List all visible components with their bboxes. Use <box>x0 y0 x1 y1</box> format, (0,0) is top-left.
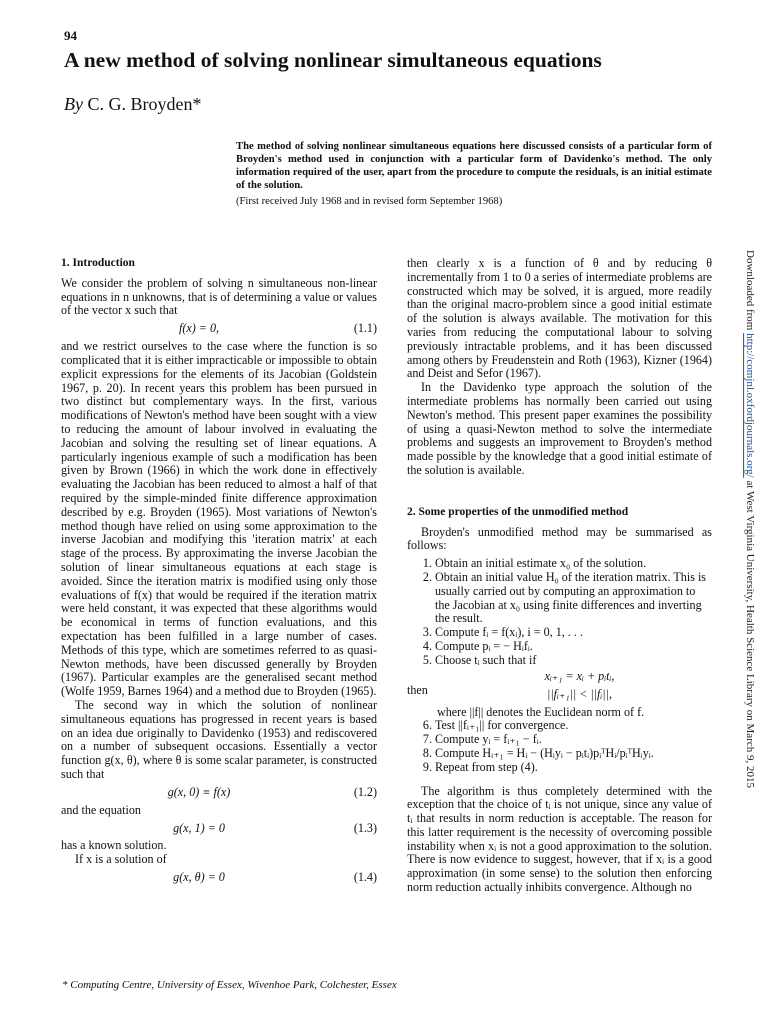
equation-expression: g(x, 1) = 0 <box>173 820 225 835</box>
equation-1-2 <box>61 784 377 802</box>
abstract-text: The method of solving nonlinear simultaneous equations here discussed consists of a particular form of Broyden's method used in conjunction with a particular form of Davidenko's method. The only information required of the user, apart from the procedure to compute the residuals, is an initial estimate of the solution. <box>236 141 712 191</box>
paragraph: In the Davidenko type approach the solution of the intermediate problems has normally been carried out using Newton's method. This present paper examines the possibility of using a quasi-Newton method to solve the intermediate problems and suggests an improvement to Broyden's method made possible by the knowledge that a good initial estimate of the solution is available. <box>407 380 712 477</box>
paragraph: where ||f|| denotes the Euclidean norm of f. <box>437 704 645 719</box>
update-equation: xᵢ₊₁ = xᵢ + pᵢtᵢ, <box>544 668 615 683</box>
abstract <box>236 140 712 208</box>
watermark-prefix: Downloaded from <box>744 250 756 334</box>
list-item: 6. Test ||fᵢ₊₁|| for convergence. <box>435 719 712 733</box>
paragraph: then clearly x is a function of θ and by reducing θ incrementally from 1 to 0 a series of intermediate problems are constructed which may be solved, it is argued, more readily than the original macro-problem since a good initial estimate of the solution is always available. The motivation for this varies from reducing the computational labour to solving previously intractable problems, and it has been discussed among others by Freudenstein and Roth (1963), Kizner (1964) and Deist and Sefor (1967). <box>407 256 712 381</box>
equation-number: (1.1) <box>353 321 377 336</box>
equation-1-1 <box>61 320 377 338</box>
equation-number: (1.3) <box>353 820 377 835</box>
paragraph: The second way in which the solution of nonlinear simultaneous equations has progressed in recent years is based on an idea due originally to Davidenko (1953) and rediscovered on a number of subsequent occasions. Essentially a vector function g(x, θ), where θ is some scalar parameter, is constructed such that <box>61 697 377 781</box>
list-item: 5. Choose tᵢ such that if <box>435 654 712 668</box>
algorithm-steps-continued <box>407 719 712 774</box>
list-item: 2. Obtain an initial value H₀ of the iteration matrix. This is usually carried out by computing an approximation to the Jacobian at x₀ using finite differences and inverting the result. <box>435 571 712 626</box>
equation-1-4 <box>61 869 377 887</box>
received-note: (First received July 1968 and in revised form September 1968) <box>236 196 503 207</box>
paragraph: If x is a solution of <box>75 852 167 867</box>
page-number: 94 <box>64 28 77 43</box>
byline-by: By <box>64 94 83 114</box>
watermark-suffix: at West Virginia University, Health Science Library on March 9, 2015 <box>744 480 756 788</box>
algorithm-steps <box>407 557 712 667</box>
then-word: then <box>407 682 428 697</box>
paragraph: has a known solution. <box>61 838 167 853</box>
list-item: 1. Obtain an initial estimate x₀ of the solution. <box>435 557 712 571</box>
list-item: 8. Compute Hᵢ₊₁ = Hᵢ − (Hᵢyᵢ − pᵢtᵢ)pᵢᵀHᵢ/pᵢᵀHᵢyᵢ. <box>435 747 712 761</box>
author-name: C. G. Broyden* <box>87 94 202 114</box>
download-watermark <box>744 250 756 788</box>
section-heading-introduction: 1. Introduction <box>61 257 135 269</box>
equation-number: (1.2) <box>353 784 377 799</box>
paragraph: and we restrict ourselves to the case where the function is so complicated that it is either impracticable or impossible to obtain explicit expressions for the elements of its Jacobian (Goldstein 1967, p. 20). In recent years this problem has been pursued in two distinct but complementary ways. In the first, various modifications of Newton's method have been sought with a view to reducing the amount of labour involved in evaluating the Jacobian and solving the resulting set of linear equations. A particularly ingenious example of such a modification has been given by Brown (1966) in which the work done in effectively evaluating the Jacobian has been reduced to almost a half of that required by the simple-minded finite difference approximation described by e.g. Broyden (1965). Most variations of Newton's method though have relied on using some approximation to the inverse Jacobian and modifying this 'iteration matrix' at each stage of the process. By approximating the inverse Jacobian the solution of linear simultaneous equations at each stage is avoided. Since the iteration matrix is modified using only those evaluations of f(x) that would be required if the iteration matrix were held constant, it was expected that these algorithms would be economical in terms of function evaluations, and this expectation has been fulfilled in a large number of cases. Methods of this type, which are sometimes referred to as quasi-Newton methods, have been discussed generally by Broyden (1967). Particular examples are the generalised secant method (Wolfe 1959, Barnes 1964) and a method due to Broyden (1965). <box>61 339 377 699</box>
paragraph: The algorithm is thus completely determined with the exception that the choice of tᵢ is not unique, since any value of tᵢ that results in norm reduction is acceptable. The reason for this latter requirement is the necessity of overcoming possible instability when xᵢ is not a good approximation to the solution. There is now evidence to suggest, however, that if xᵢ is a good approximation (in some sense) to the solution then enforcing norm reduction actually inhibits convergence. Although no <box>407 783 712 895</box>
paragraph: We consider the problem of solving n simultaneous non-linear equations in n unknowns, that is of determining a value or values of the vector x such that <box>61 275 377 318</box>
list-item: 3. Compute fᵢ = f(xᵢ), i = 0, 1, . . . <box>435 626 712 640</box>
equation-expression: f(x) = 0, <box>178 321 220 336</box>
section-heading-properties: 2. Some properties of the unmodified method <box>407 505 629 518</box>
left-column <box>61 257 377 889</box>
paper-title: A new method of solving nonlinear simultaneous equations <box>64 48 602 72</box>
paragraph: and the equation <box>61 802 141 817</box>
right-column <box>407 257 712 895</box>
equation-number: (1.4) <box>353 870 377 885</box>
list-item: 7. Compute yᵢ = fᵢ₊₁ − fᵢ. <box>435 733 712 747</box>
list-item: 4. Compute pᵢ = − Hᵢfᵢ. <box>435 640 712 654</box>
journal-link[interactable]: http://comjnl.oxfordjournals.org/ <box>744 333 756 478</box>
author-affiliation-footnote: * Computing Centre, University of Essex, Wivenhoe Park, Colchester, Essex <box>62 979 397 991</box>
equation-1-3 <box>61 819 377 837</box>
paragraph: Broyden's unmodified method may be summarised as follows: <box>407 524 712 553</box>
norm-condition: ||fᵢ₊₁|| < ||fᵢ||, <box>547 686 612 701</box>
byline <box>64 94 201 115</box>
equation-expression: g(x, 0) ≡ f(x) <box>167 784 231 799</box>
list-item: 9. Repeat from step (4). <box>435 761 712 775</box>
equation-expression: g(x, θ) = 0 <box>173 870 225 885</box>
update-equations <box>407 670 712 706</box>
